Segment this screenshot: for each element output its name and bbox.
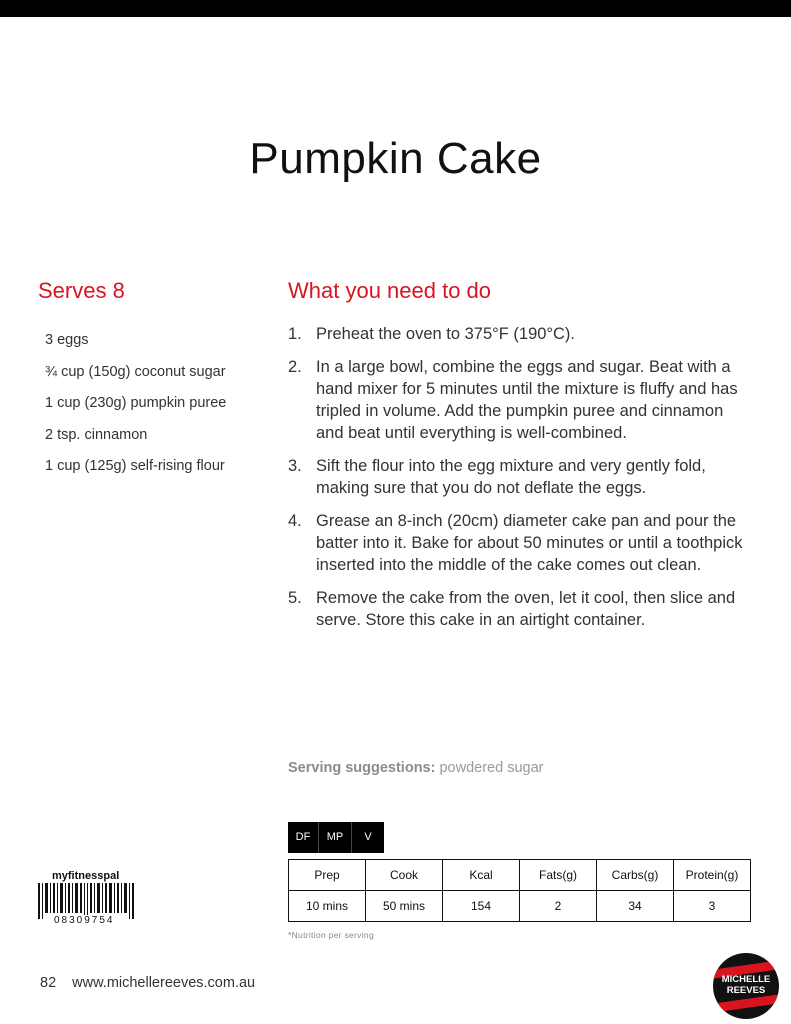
serving-suggestions-label: Serving suggestions: [288,760,436,776]
step-text: Sift the flour into the egg mixture and very gently fold, making sure that you do not deflate the eggs. [316,457,706,497]
myfitnesspal-label: myfitnesspal [52,870,120,882]
serving-suggestions [288,760,543,776]
nutrition-value: 2 [520,891,597,922]
step-number: 2. [288,358,302,376]
top-bar [0,0,791,17]
page-footer [40,975,255,991]
nutrition-table [288,859,751,922]
ingredient-item: 2 tsp. cinnamon [45,426,148,443]
step-text: Remove the cake from the oven, let it cool, then slice and serve. Store this cake in an airtight container. [316,589,736,629]
step-text: In a large bowl, combine the eggs and sugar. Beat with a hand mixer for 5 minutes until the mixture is fluffy and has tripled in volume. Add the pumpkin puree and cinnamon and beat until everything is well-combined. [316,358,738,442]
website-link[interactable]: www.michellereeves.com.au [72,975,256,991]
step-text: Preheat the oven to 375°F (190°C). [316,325,576,343]
nutrition-header: Prep [289,860,366,891]
step-number: 4. [288,512,302,530]
nutrition-value: 3 [674,891,751,922]
nutrition-header: Carbs(g) [597,860,674,891]
logo-line-2: REEVES [726,985,766,996]
nutrition-header: Cook [366,860,443,891]
diet-tags [288,822,384,853]
method-step [288,356,748,444]
step-number: 1. [288,325,302,343]
step-number: 5. [288,589,302,607]
nutrition-header: Protein(g) [674,860,751,891]
barcode-number: 08309754 [54,915,115,926]
ingredient-list [45,330,226,488]
step-number: 3. [288,457,302,475]
method-steps [288,323,748,642]
nutrition-value: 10 mins [289,891,366,922]
michelle-reeves-logo [713,953,779,1019]
ingredient-item: 3 eggs [45,332,89,348]
serving-suggestions-value: powdered sugar [439,760,544,776]
diet-tag-mp: MP [319,822,352,853]
nutrition-value: 34 [597,891,674,922]
barcode-icon[interactable] [38,883,134,919]
method-step [288,323,748,345]
serves-heading: Serves 8 [38,278,125,303]
page-title: Pumpkin Cake [249,134,542,183]
nutrition-value-row [289,891,751,922]
ingredient-item: 1 cup (230g) pumpkin puree [45,395,227,411]
method-step [288,510,748,576]
nutrition-value: 50 mins [366,891,443,922]
method-heading: What you need to do [288,278,492,303]
ingredient-item: ¾ cup (150g) coconut sugar [45,363,226,380]
nutrition-header: Fats(g) [520,860,597,891]
nutrition-value: 154 [443,891,520,922]
step-text: Grease an 8-inch (20cm) diameter cake pan and pour the batter into it. Bake for about 50 minutes or until a toothpick inserted into the middle of the cake comes out clean. [316,512,743,574]
diet-tag-df: DF [288,822,319,853]
method-step [288,587,748,631]
ingredient-item: 1 cup (125g) self-rising flour [45,458,225,474]
nutrition-header-row [289,860,751,891]
logo-line-1: MICHELLE [721,974,771,985]
diet-tag-v: V [352,822,384,853]
nutrition-header: Kcal [443,860,520,891]
page-number: 82 [40,975,57,991]
nutrition-note: *Nutrition per serving [288,930,374,940]
method-step [288,455,748,499]
